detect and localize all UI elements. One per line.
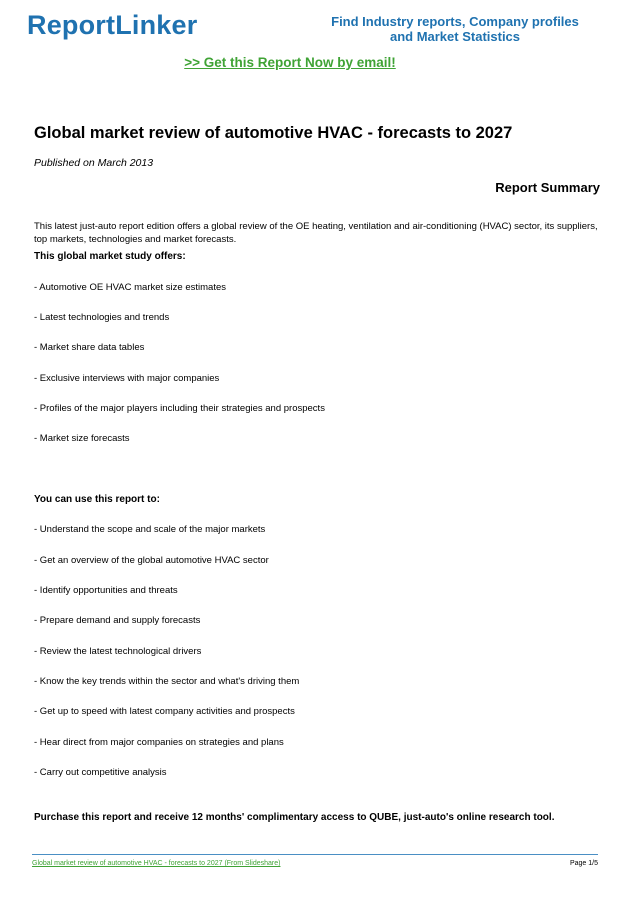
footer-source-link[interactable]: Global market review of automotive HVAC - forecasts to 2027 (From Slideshare) [32,860,281,867]
offers-heading: This global market study offers: [34,251,186,262]
get-report-link[interactable]: >> Get this Report Now by email! [184,55,396,70]
purchase-note: Purchase this report and receive 12 months' complimentary access to QUBE, just-auto's online research tool. [34,812,555,823]
reportlinker-logo[interactable]: ReportLinker [27,10,198,40]
offer-item: - Market share data tables [34,342,145,353]
footer-divider [32,854,598,855]
page-number: Page 1/5 [569,860,598,867]
use-item: - Review the latest technological drivers [34,646,202,657]
use-item: - Know the key trends within the sector and what's driving them [34,676,300,687]
use-item: - Identify opportunities and threats [34,585,178,596]
tagline-line-1: Find Industry reports, Company profiles [331,14,579,29]
report-summary-heading: Report Summary [495,180,600,195]
offer-item: - Market size forecasts [34,433,130,444]
use-item: - Carry out competitive analysis [34,767,167,778]
offer-item: - Exclusive interviews with major companies [34,373,220,384]
published-date: Published on March 2013 [34,157,154,169]
offer-item: - Latest technologies and trends [34,312,170,323]
offer-item: - Automotive OE HVAC market size estimates [34,282,226,293]
report-title: Global market review of automotive HVAC - forecasts to 2027 [34,124,513,142]
report-intro: This latest just-auto report edition offers a global review of the OE heating, ventilation and air-conditioning (HVAC) sector, its suppliers, top markets, technologies and market forecasts. [34,221,598,245]
use-item: - Get up to speed with latest company activities and prospects [34,706,295,717]
tagline-line-2: and Market Statistics [389,29,521,44]
use-item: - Hear direct from major companies on strategies and plans [34,737,284,748]
use-item: - Understand the scope and scale of the major markets [34,524,266,535]
use-heading: You can use this report to: [34,494,160,505]
use-item: - Get an overview of the global automotive HVAC sector [34,555,269,566]
use-item: - Prepare demand and supply forecasts [34,615,201,626]
header-tagline[interactable] [330,14,580,44]
offer-item: - Profiles of the major players including their strategies and prospects [34,403,325,414]
